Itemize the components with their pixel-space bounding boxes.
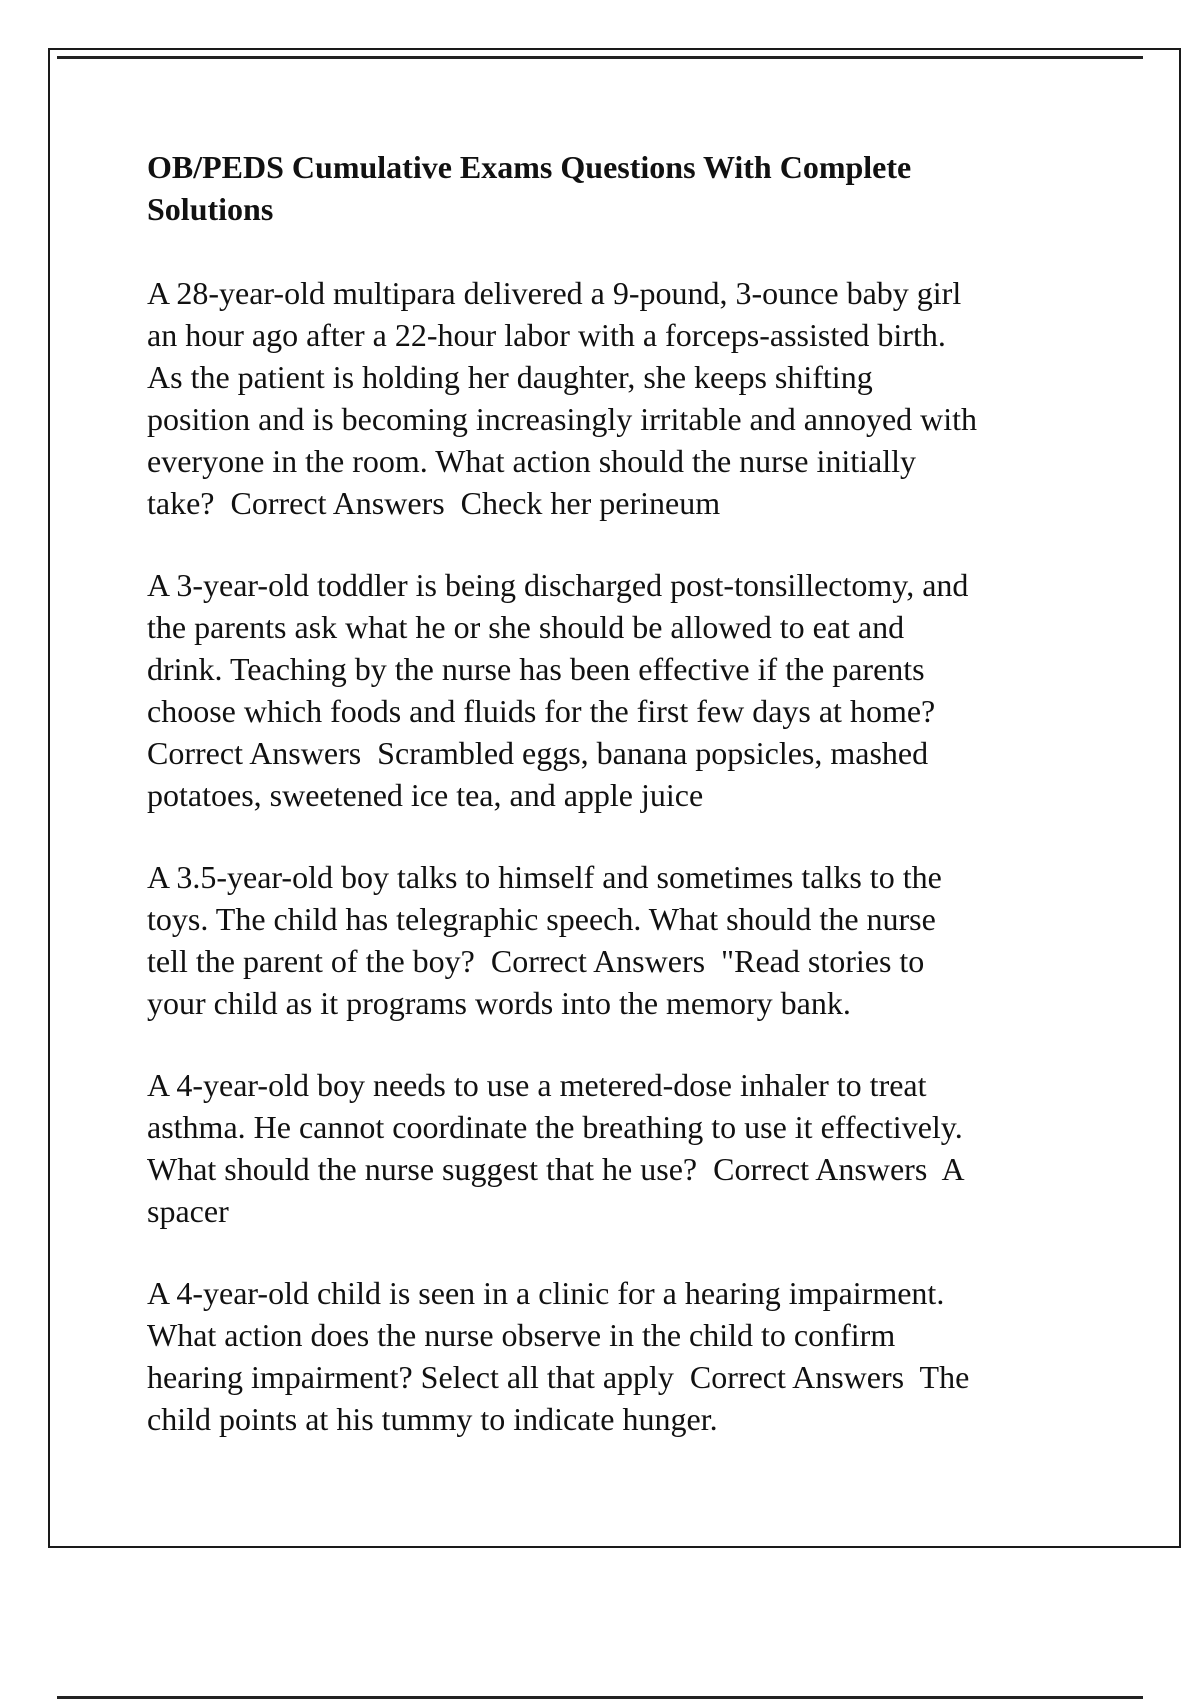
question-line: the parents ask what he or she should be allowed to eat and [147,609,905,645]
question-block [147,1272,1097,1440]
question-block [147,1064,1097,1232]
question-line: A 3.5-year-old boy talks to himself and sometimes talks to the [147,859,942,895]
title-line: Solutions [147,191,274,227]
title-line: OB/PEDS Cumulative Exams Questions With Complete [147,149,912,185]
question-line: child points at his tummy to indicate hunger. [147,1401,718,1437]
question-line: everyone in the room. What action should the nurse initially [147,443,916,479]
document-body [147,146,1097,1480]
question-line: A 4-year-old child is seen in a clinic for a hearing impairment. [147,1275,945,1311]
question-line: spacer [147,1193,229,1229]
question-block [147,564,1097,816]
question-line: take? Correct Answers Check her perineum [147,485,721,521]
question-line: toys. The child has telegraphic speech. What should the nurse [147,901,936,937]
question-line: A 28-year-old multipara delivered a 9-pound, 3-ounce baby girl [147,275,962,311]
question-line: tell the parent of the boy? Correct Answers "Read stories to [147,943,925,979]
question-line: potatoes, sweetened ice tea, and apple juice [147,777,704,813]
question-line: Correct Answers Scrambled eggs, banana popsicles, mashed [147,735,929,771]
question-line: drink. Teaching by the nurse has been effective if the parents [147,651,925,687]
question-line: asthma. He cannot coordinate the breathing to use it effectively. [147,1109,963,1145]
question-line: your child as it programs words into the memory bank. [147,985,851,1021]
document-title [147,146,1097,230]
question-line: A 3-year-old toddler is being discharged post-tonsillectomy, and [147,567,969,603]
question-line: hearing impairment? Select all that apply Correct Answers The [147,1359,970,1395]
question-line: choose which foods and fluids for the first few days at home? [147,693,936,729]
question-line: What action does the nurse observe in the child to confirm [147,1317,896,1353]
footer-rule [57,1696,1143,1699]
question-line: A 4-year-old boy needs to use a metered-dose inhaler to treat [147,1067,927,1103]
question-line: What should the nurse suggest that he use? Correct Answers A [147,1151,965,1187]
question-line: As the patient is holding her daughter, she keeps shifting [147,359,873,395]
question-block [147,272,1097,524]
question-line: position and is becoming increasingly irritable and annoyed with [147,401,978,437]
question-line: an hour ago after a 22-hour labor with a forceps-assisted birth. [147,317,946,353]
question-block [147,856,1097,1024]
